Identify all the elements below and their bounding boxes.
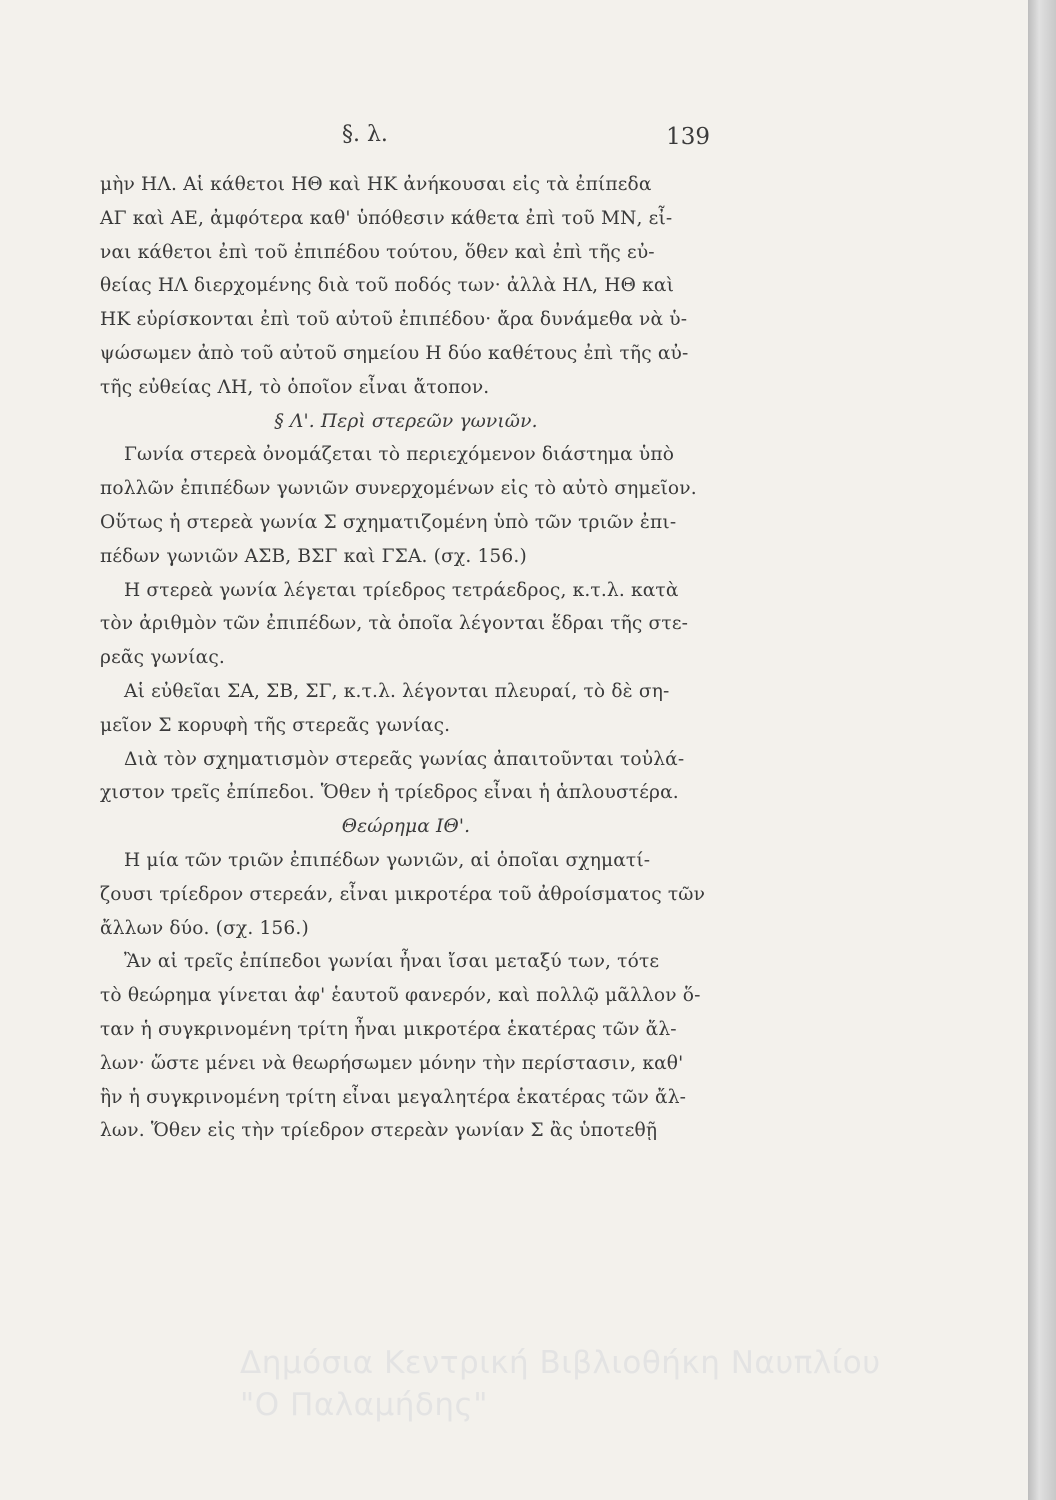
text-line: ρεᾶς γωνίας.	[100, 647, 225, 669]
page-header	[110, 122, 710, 162]
text-line: ναι κάθετοι ἐπὶ τοῦ ἐπιπέδου τούτου, ὅθεν καὶ ἐπὶ τῆς εὐ-	[100, 241, 655, 263]
text-line: Η μία τῶν τριῶν ἐπιπέδων γωνιῶν, αἱ ὁποῖαι σχηματί-	[124, 849, 651, 871]
text-line: ταν ἡ συγκρινομένη τρίτη ἦναι μικροτέρα ἑκατέρας τῶν ἄλ-	[100, 1018, 677, 1040]
text-line: μεῖον Σ κορυφὴ τῆς στερεᾶς γωνίας.	[100, 714, 451, 736]
text-line: τὸν ἀριθμὸν τῶν ἐπιπέδων, τὰ ὁποῖα λέγονται ἕδραι τῆς στε-	[100, 613, 689, 635]
text-line: Γωνία στερεὰ ὀνομάζεται τὸ περιεχόμενον διάστημα ὑπὸ	[124, 444, 675, 466]
section-mark: §. λ.	[342, 122, 388, 147]
text-line: ἄλλων δύο. (σχ. 156.)	[100, 917, 309, 939]
text-line: τὸ θεώρημα γίνεται ἀφ' ἑαυτοῦ φανερόν, καὶ πολλῷ μᾶλλον ὅ-	[100, 985, 701, 1007]
watermark-line-2: "Ο Παλαμήδης"	[240, 1387, 488, 1423]
body-text	[100, 168, 712, 1148]
theorem-heading: Θεώρημα ΙΘ'.	[341, 816, 471, 838]
text-line: μὴν ΗΛ. Αἱ κάθετοι ΗΘ καὶ ΗΚ ἀνήκουσαι εἰς τὰ ἐπίπεδα	[100, 174, 652, 195]
page-number: 139	[666, 124, 710, 150]
text-line: ψώσωμεν ἀπὸ τοῦ αὐτοῦ σημείου Η δύο καθέτους ἐπὶ τῆς αὐ-	[100, 342, 689, 364]
text-line: τῆς εὐθείας ΛΗ, τὸ ὁποῖον εἶναι ἄτοπον.	[100, 376, 490, 398]
library-watermark	[240, 1342, 1040, 1426]
text-line: ζουσι τρίεδρον στερεάν, εἶναι μικροτέρα τοῦ ἀθροίσματος τῶν	[100, 883, 706, 905]
text-line: ἣν ἡ συγκρινομένη τρίτη εἶναι μεγαλητέρα ἑκατέρας τῶν ἄλ-	[100, 1086, 687, 1108]
text-line: Διὰ τὸν σχηματισμὸν στερεᾶς γωνίας ἀπαιτοῦνται τοὐλά-	[124, 748, 685, 770]
text-line: θείας ΗΛ διερχομένης διὰ τοῦ ποδός των· ἀλλὰ ΗΛ, ΗΘ καὶ	[100, 275, 675, 297]
watermark-line-1: Δημόσια Κεντρική Βιβλιοθήκη Ναυπλίου	[240, 1345, 881, 1381]
text-line: Ἂν αἱ τρεῖς ἐπίπεδοι γωνίαι ἦναι ἴσαι μεταξύ των, τότε	[124, 951, 660, 973]
text-line: λων· ὥστε μένει νὰ θεωρήσωμεν μόνην τὴν περίστασιν, καθ'	[100, 1052, 684, 1074]
text-line: πέδων γωνιῶν ΑΣΒ, ΒΣΓ καὶ ΓΣΑ. (σχ. 156.)	[100, 545, 527, 567]
text-line: Η στερεὰ γωνία λέγεται τρίεδρος τετράεδρος, κ.τ.λ. κατὰ	[124, 579, 679, 601]
text-line: χιστον τρεῖς ἐπίπεδοι. Ὅθεν ἡ τρίεδρος εἶναι ἡ ἁπλουστέρα.	[100, 782, 679, 804]
text-line: ΗΚ εὑρίσκονται ἐπὶ τοῦ αὐτοῦ ἐπιπέδου· ἄρα δυνάμεθα νὰ ὑ-	[100, 309, 688, 331]
text-line: λων. Ὅθεν εἰς τὴν τρίεδρον στερεὰν γωνίαν Σ ἂς ὑποτεθῇ	[100, 1120, 658, 1142]
text-line: Οὕτως ἡ στερεὰ γωνία Σ σχηματιζομένη ὑπὸ τῶν τριῶν ἐπι-	[100, 511, 677, 533]
text-line: Αἱ εὐθεῖαι ΣΑ, ΣΒ, ΣΓ, κ.τ.λ. λέγονται πλευραί, τὸ δὲ ση-	[124, 680, 670, 702]
text-line: ΑΓ καὶ ΑΕ, ἀμφότερα καθ' ὑπόθεσιν κάθετα ἐπὶ τοῦ ΜΝ, εἶ-	[100, 207, 673, 229]
text-line: πολλῶν ἐπιπέδων γωνιῶν συνερχομένων εἰς τὸ αὐτὸ σημεῖον.	[100, 478, 697, 500]
page-edge	[1028, 0, 1056, 1500]
section-heading: § Λ'. Περὶ στερεῶν γωνιῶν.	[274, 410, 538, 432]
